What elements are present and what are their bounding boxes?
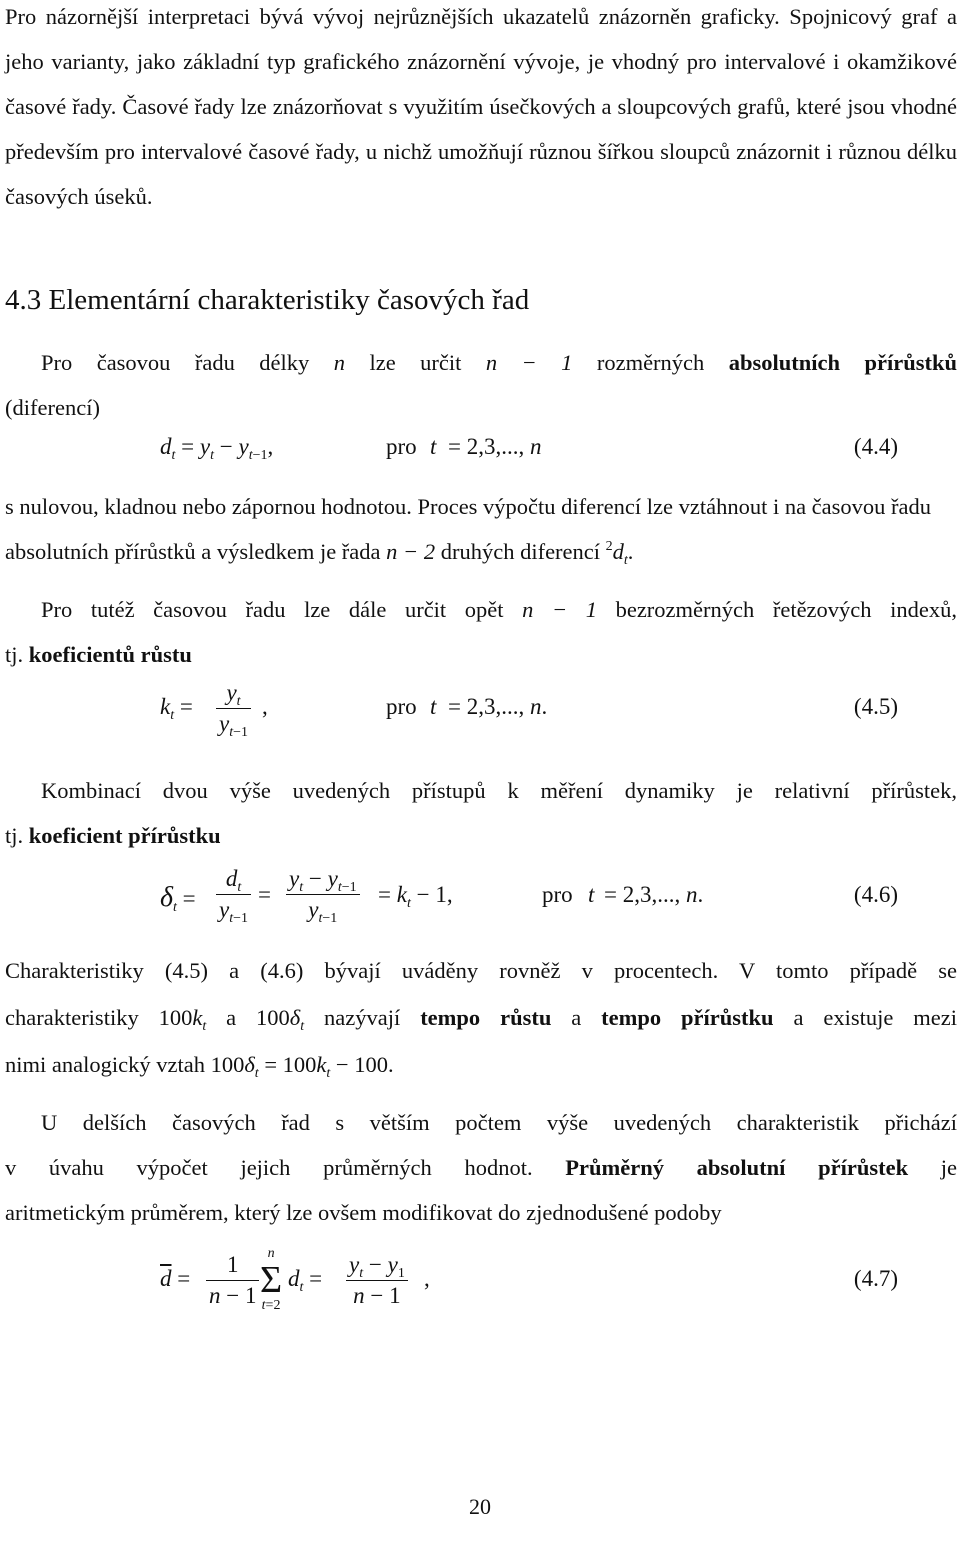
paragraph-relative-increment: Kombinací dvou výše uvedených přístupů k měření dynamiky je relativní přírůstek, tj. koeficient přírůstku [5,778,957,848]
paragraph-process: s nulovou, kladnou nebo zápornou hodnotou. Proces výpočtu diferencí lze vztáhnout i na časovou řadu absolutních přírůstků a výsledkem je řada n − 2 druhých diferencí $^2d_t$. [5,494,932,568]
paragraph-percent: Charakteristiky (4.5) a (4.6) bývají uváděny rovněž v procentech. V tomto případě se charakteristiky $100k_t$ a $100\delta_t$ nazývají tempo růstu a tempo přírůstku a existuje mezi nimi analogický vztah $100\delta_t = 100k_t - 100$. [5,958,957,1081]
section-heading: 4.3 Elementární charakteristiky časových řad [5,284,530,316]
page-number: 20 [469,1494,491,1519]
paragraph-average: U delších časových řad s větším počtem výše uvedených charakteristik přichází v úvahu výpočet jejich průměrných hodnot. Průměrný absolutní přírůstek je aritmetickým průměrem, který lze ovšem modifikovat do zjednodušené podoby [5,1110,957,1225]
paragraph-differences: Pro časovou řadu délky n lze určit n − 1 rozměrných absolutních přírůstků (diferencí) [5,350,958,420]
intro-paragraph: Pro názornější interpretaci bývá vývoj nejrůznějších ukazatelů znázorněn graficky. Spojnicový graf a jeho varianty, jako základní typ grafického znázornění vývoje, je vhodný pro intervalové i okamžikové časové řady. Časové řady lze znázorňovat s využitím úsečkových a sloupcových grafů, které jsou vhodné především pro intervalové časové řady, u nichž umožňují různou šířkou sloupců znázornit i různou délku časových úseků. [5,4,957,209]
paragraph-growth-coefficients: Pro tutéž časovou řadu lze dále určit opět n − 1 bezrozměrných řetězových indexů, tj. koeficientů růstu [5,597,957,667]
